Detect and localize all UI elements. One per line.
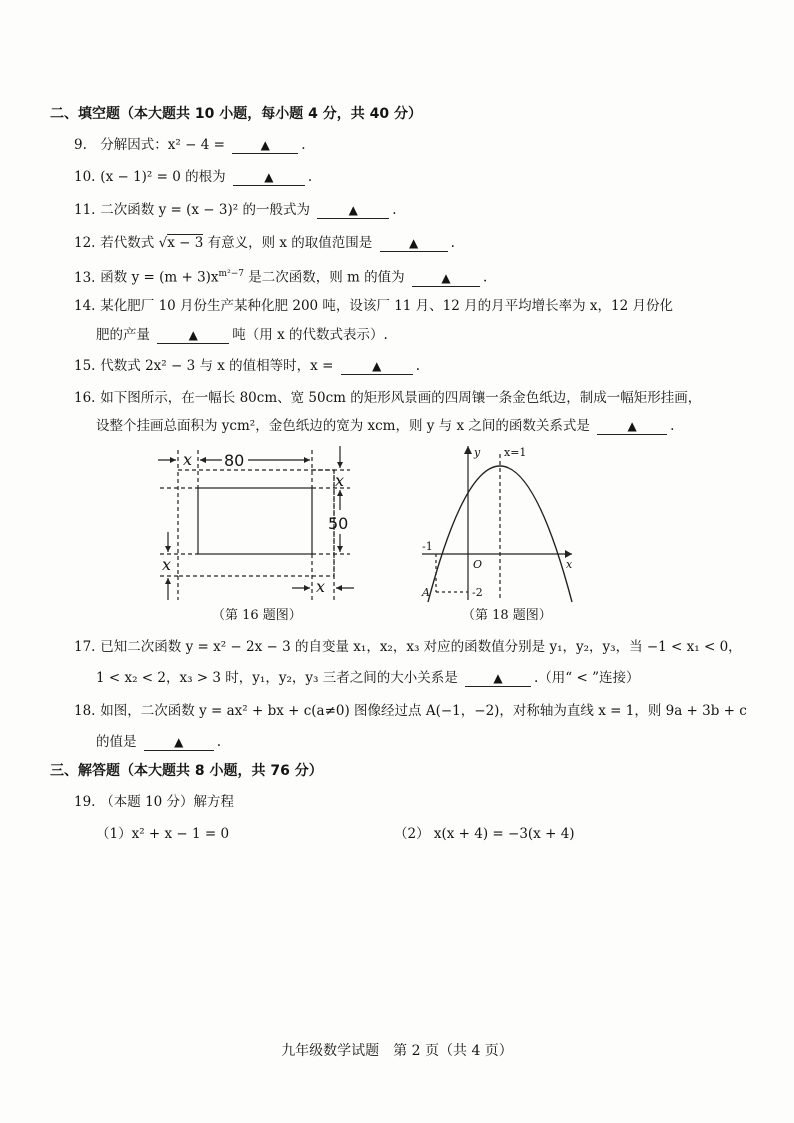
label-point-a: A xyxy=(422,586,430,599)
question-16 xyxy=(74,381,704,415)
exponent: m²−7 xyxy=(218,269,244,279)
section-3-title: 三、解答题（本大题共 8 小题，共 76 分） xyxy=(50,763,323,779)
question-12 xyxy=(74,226,704,260)
figure-16-caption: （第 16 题图） xyxy=(212,608,302,623)
triangle-mark-icon: ▲ xyxy=(372,359,382,373)
triangle-mark-icon: ▲ xyxy=(260,138,270,152)
question-text-2: 吨（用 x 的代数式表示）. xyxy=(232,327,388,343)
question-text: (x − 1)² = 0 的根为 xyxy=(100,169,226,185)
question-text: 二次函数 y = (x − 3)² 的一般式为 xyxy=(100,202,310,218)
answer-blank[interactable] xyxy=(597,418,667,435)
question-number: 18. xyxy=(74,703,96,719)
label-origin: O xyxy=(473,558,483,571)
page-footer: 九年级数学试题 第 2 页（共 4 页） xyxy=(281,1043,513,1059)
question-19 xyxy=(74,785,704,819)
label-minus-2: -2 xyxy=(472,586,483,599)
question-text: 肥的产量 xyxy=(96,327,150,343)
question-number: 11. xyxy=(74,202,96,218)
answer-blank[interactable] xyxy=(380,235,448,252)
answer-blank[interactable] xyxy=(412,270,480,287)
triangle-mark-icon: ▲ xyxy=(493,671,503,685)
triangle-mark-icon: ▲ xyxy=(408,236,419,250)
answer-blank[interactable] xyxy=(317,202,389,219)
question-16-line-2 xyxy=(96,414,674,435)
inner-picture xyxy=(198,488,312,554)
answer-blank[interactable] xyxy=(144,734,214,751)
question-14 xyxy=(74,289,704,323)
question-9 xyxy=(74,128,704,162)
question-14-line-2 xyxy=(96,323,388,344)
punctuation: . xyxy=(670,418,675,434)
label-80: 80 xyxy=(224,451,245,470)
answer-blank[interactable] xyxy=(157,327,229,344)
question-text: 已知二次函数 y = x² − 2x − 3 的自变量 x₁，x₂，x₃ 对应的函数值分别是 y₁，y₂，y₃，当 −1 < x₁ < 0， xyxy=(100,639,742,655)
question-text: 设整个挂画总面积为 ycm²，金色纸边的宽为 xcm，则 y 与 x 之间的函数关系式是 xyxy=(96,418,590,434)
label-x-top: x xyxy=(183,450,193,469)
triangle-mark-icon: ▲ xyxy=(441,270,451,285)
answer-blank[interactable] xyxy=(232,137,298,154)
punctuation: . xyxy=(415,358,420,374)
question-number: 13. xyxy=(74,269,96,286)
question-number: 12. xyxy=(74,235,96,251)
punctuation: . xyxy=(450,235,455,251)
question-10 xyxy=(74,160,704,194)
question-number: 15. xyxy=(74,358,96,374)
triangle-mark-icon: ▲ xyxy=(348,203,358,217)
question-17-line-2 xyxy=(96,666,640,687)
question-number: 17. xyxy=(74,639,96,655)
question-19-part-1: （1）x² + x − 1 = 0 xyxy=(96,826,230,842)
question-text-2: 有意义，则 x 的取值范围是 xyxy=(207,235,373,251)
triangle-mark-icon: ▲ xyxy=(188,328,198,342)
question-number: 10. xyxy=(74,169,96,185)
answer-blank[interactable] xyxy=(233,169,305,186)
punctuation: . xyxy=(301,137,306,153)
figure-16-frame-diagram xyxy=(150,440,360,605)
punctuation: . xyxy=(216,734,222,750)
question-18-line-2 xyxy=(96,730,221,751)
question-11 xyxy=(74,193,704,227)
question-text: 分解因式：x² − 4 = xyxy=(100,137,225,153)
figure-18-parabola-graph xyxy=(418,440,583,605)
answer-blank[interactable] xyxy=(341,358,413,375)
outer-frame xyxy=(178,470,334,576)
label-x-bottom: x xyxy=(316,577,326,596)
question-17 xyxy=(74,630,742,664)
label-y: y xyxy=(474,446,481,459)
question-text: 1 < x₂ < 2，x₃ > 3 时，y₁，y₂，y₃ 三者之间的大小关系是 xyxy=(96,670,458,686)
question-number: 19. xyxy=(74,794,96,810)
triangle-mark-icon: ▲ xyxy=(264,170,274,184)
punctuation: . xyxy=(482,269,488,286)
label-x-right: x xyxy=(335,471,345,490)
answer-blank[interactable] xyxy=(465,670,531,687)
question-text: 的值是 xyxy=(96,734,137,750)
label-x: x xyxy=(566,558,573,571)
radicand: x − 3 xyxy=(167,235,204,251)
question-15 xyxy=(74,349,704,383)
label-x-left: x xyxy=(162,555,172,574)
question-text: 代数式 2x² − 3 与 x 的值相等时，x = xyxy=(100,358,334,374)
question-text: 函数 y = (m + 3)x xyxy=(100,269,219,286)
label-50: 50 xyxy=(328,514,349,533)
question-text: 某化肥厂 10 月份生产某种化肥 200 吨，设该厂 11 月、12 月的月平均增长率为 x，12 月份化 xyxy=(100,298,674,314)
section-2-title: 二、填空题（本大题共 10 小题，每小题 4 分，共 40 分） xyxy=(50,106,422,122)
sqrt-expression: √x − 3 xyxy=(158,235,204,251)
question-text-2: .（用“ < ”连接） xyxy=(534,670,640,686)
question-number: 16. xyxy=(74,390,96,406)
question-text: （本题 10 分）解方程 xyxy=(100,794,235,810)
question-number: 9. xyxy=(74,137,87,153)
question-18 xyxy=(74,694,747,728)
question-text: 若代数式 xyxy=(100,235,155,251)
triangle-mark-icon: ▲ xyxy=(174,735,184,749)
question-number: 14. xyxy=(74,298,96,314)
question-text-2: 是二次函数，则 m 的值为 xyxy=(248,269,405,286)
triangle-mark-icon: ▲ xyxy=(627,419,637,433)
figure-18-caption: （第 18 题图） xyxy=(462,608,552,623)
label-axis-line: x=1 xyxy=(504,446,527,459)
question-text: 如下图所示，在一幅长 80cm、宽 50cm 的矩形风景画的四周镶一条金色纸边，制成一幅矩形挂画， xyxy=(100,390,702,406)
punctuation: . xyxy=(307,169,313,185)
question-19-part-2: （2） x(x + 4) = −3(x + 4) xyxy=(394,826,575,842)
punctuation: . xyxy=(392,202,397,218)
label-minus-1: -1 xyxy=(422,540,433,553)
question-text: 如图，二次函数 y = ax² + bx + c(a≠0) 图像经过点 A(−1，−2)，对称轴为直线 x = 1，则 9a + 3b + c xyxy=(100,703,747,719)
